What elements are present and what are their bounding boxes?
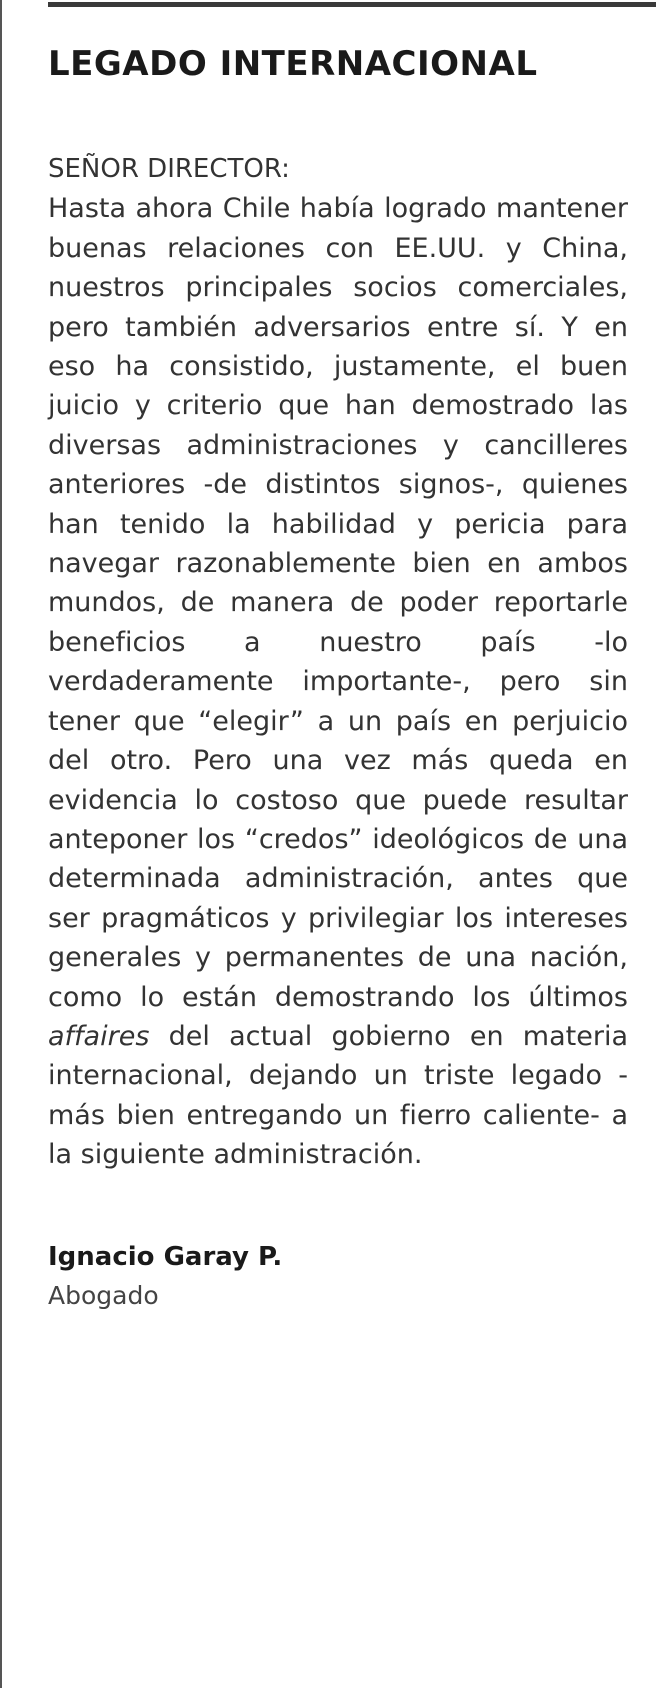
letter-body-text: Hasta ahora Chile había logrado mantener buenas relaciones con EE.UU. y China, nuestros principales socios comerciales, pero también adversarios entre sí. Y en eso ha consistido, justamente, el buen juicio y criterio que han demostrado las diversas administraciones y cancilleres anteriores -de distintos signos-, quienes han tenido la habilidad y pericia para navegar razonablemente bien en ambos mundos, de manera de poder reportarle beneficios a nuestro país -lo verdaderamente importante-, pero sin tener que “elegir” a un país en perjuicio del otro. Pero una vez más queda en evidencia lo costoso que puede resultar anteponer los “credos” ideológicos de una determinada administración, antes que ser pragmáticos y privilegiar los intereses generales y permanentes de una nación, como lo están demostrando los últimos <box>48 193 628 1013</box>
letter-article <box>48 36 628 1315</box>
top-divider-rule <box>48 2 656 7</box>
letter-body <box>48 189 628 1174</box>
author-role: Abogado <box>48 1280 159 1310</box>
letter-body-italic: affaires <box>48 1020 150 1052</box>
letter-body-text-end: del actual gobierno en materia internacional, dejando un triste legado -más bien entregando un fierro caliente- a la siguiente administración. <box>48 1020 628 1171</box>
column-divider-rule <box>0 0 2 1688</box>
letter-headline: LEGADO INTERNACIONAL <box>48 44 538 84</box>
letter-signature <box>48 1237 628 1315</box>
author-name: Ignacio Garay P. <box>48 1241 283 1272</box>
letter-salutation: SEÑOR DIRECTOR: <box>48 154 290 184</box>
